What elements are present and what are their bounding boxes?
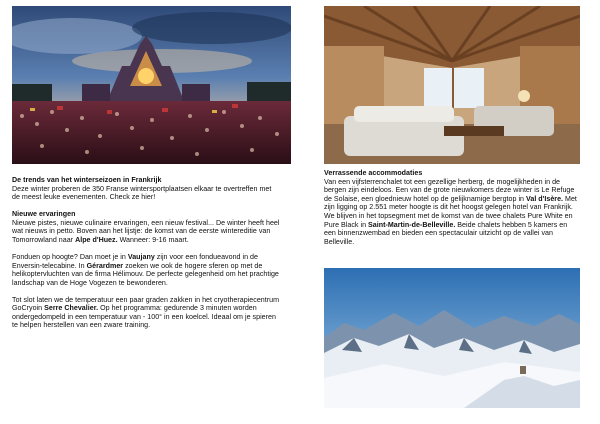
article-heading-right: Verrassende accommodaties — [324, 169, 423, 177]
place-serre-chevalier: Serre Chevalier. — [44, 304, 99, 313]
p4-text-1: Tot slot laten we de temperatuur een paar graden zakken in het cryotherapiecentrum GoCryoin — [12, 295, 280, 313]
section-title: Nieuwe ervaringen — [12, 210, 76, 219]
section-dates: Wanneer: 9-16 maart. — [119, 235, 189, 244]
place-vaujany: Vaujany — [127, 252, 155, 261]
left-column — [12, 0, 280, 330]
festival-photo — [12, 6, 291, 164]
place-alpe-dhuez: Alpe d'Huez. — [75, 235, 118, 244]
mountain-photo — [324, 268, 580, 408]
place-val-disere: Val d'Isère. — [526, 194, 564, 203]
article-heading: De trends van het winterseizoen in Frankrijk — [12, 176, 162, 184]
p3-text-2: zijn voor een fondueavond in de Enversin-telecabine. In — [12, 252, 258, 270]
place-gerardmer: Gérardmer — [86, 261, 124, 270]
left-article — [12, 176, 280, 330]
chalet-interior-photo — [324, 6, 580, 164]
p3-text-1: Fonduen op hoogte? Dan moet je in — [12, 252, 128, 261]
right-article — [324, 169, 580, 246]
place-saint-martin: Saint-Martin-de-Belleville. — [368, 220, 456, 229]
article-intro: Deze winter proberen de 350 Franse wintersportplaatsen elkaar te overtreffen met de meest leuke evenementen. Check ze hier! — [12, 184, 272, 202]
section-text: Nieuwe pistes, nieuwe culinaire ervaringen, een nieuw festival... De winter heeft heel wat nieuws in petto. Boven aan het lijstje: de komst van de eerste wintereditie van Tomorrowland naar — [12, 218, 280, 244]
right-text-1: Van een vijfsterrenchalet tot een gezellige herberg, de mogelijkheden in de bergen zijn eindeloos. Een van de grote nieuwkomers deze winter is Le Refuge de Solaise, een gloednieuw hotel op de gelijknamige bergtop in — [324, 177, 575, 203]
right-text-2: Met zijn ligging op 2.551 meter hoogte is dit het hoogst gelegen hotel van Frankrijk. We blijven in het topsegment met de komst van de twee chalets Pure White en Pure Black in — [324, 194, 577, 229]
p3-text-3: zoeken we ook de hogere sferen op met de helikoptervluchten van de firma Hélimouv. De perfecte gelegenheid om het prachtige landschap van de Hoge Vogezen te bewonderen. — [12, 261, 279, 287]
right-column — [324, 0, 580, 246]
p4-text-2: Op het programma: gedurende 3 minuten worden ondergedompeld in een temperatuur van - 100° in een koelcel. Ideaal om je spieren te helpen herstellen van een zware training. — [12, 304, 276, 330]
right-text-3: Beide chalets hebben 5 kamers en een binnenzwembad en bieden een spectaculair uitzicht op de vallei van Belleville. — [324, 220, 568, 246]
